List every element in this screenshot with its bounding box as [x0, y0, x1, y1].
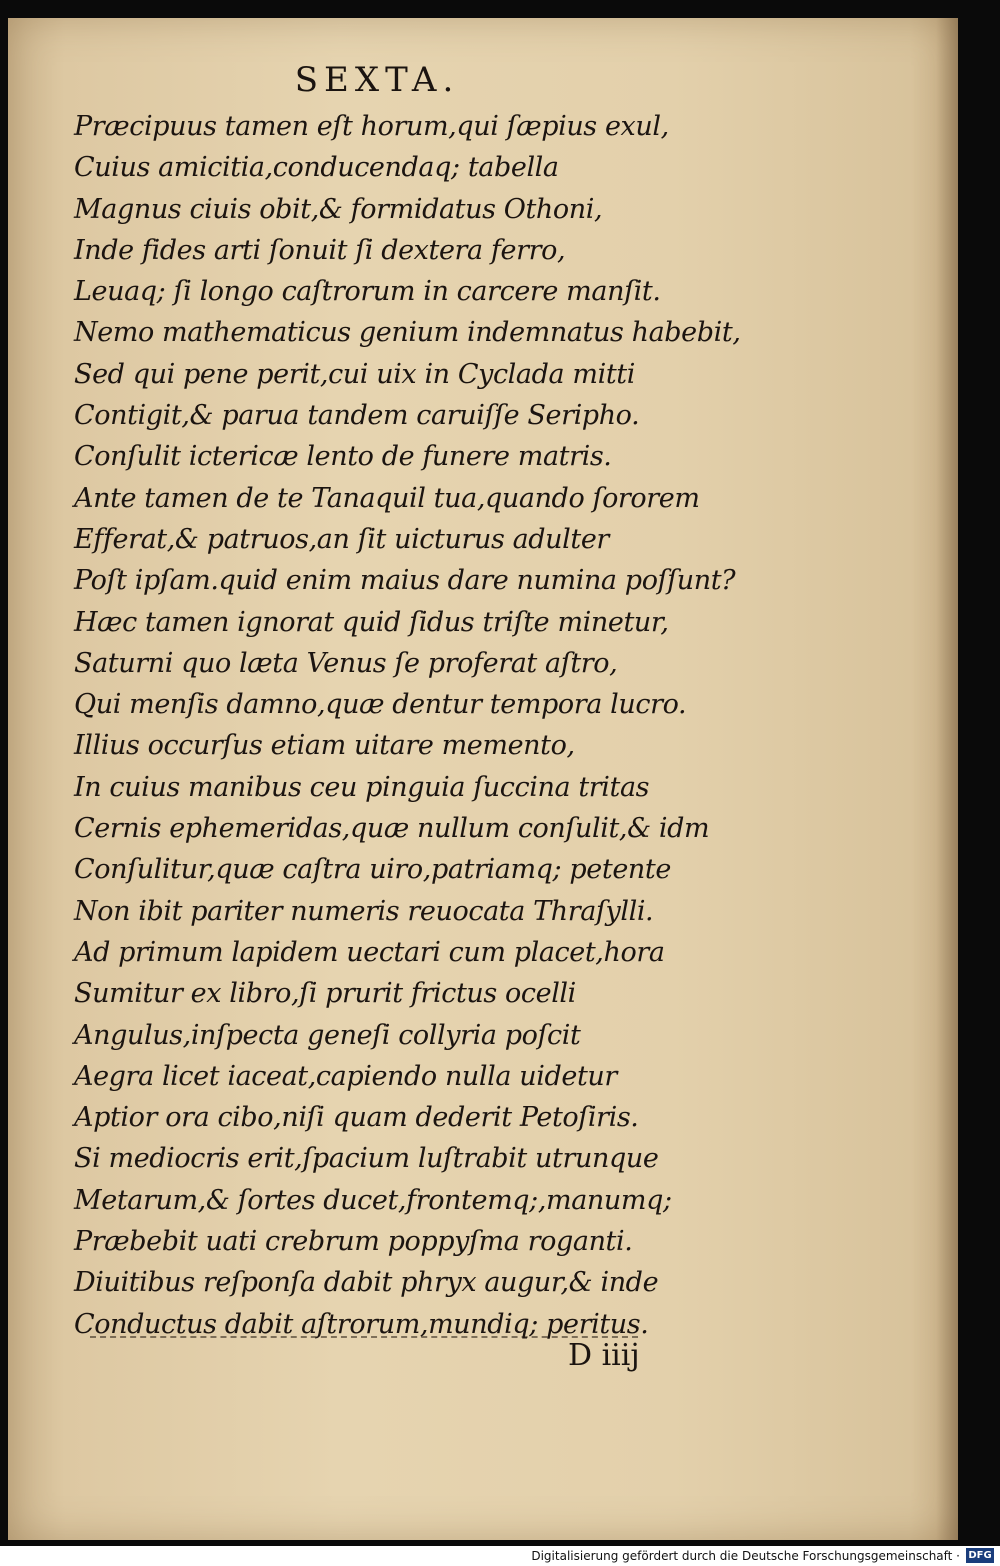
verse-line: Sumitur ex libro,ſi prurit frictus ocelli	[74, 978, 576, 1010]
book-page	[8, 18, 958, 1540]
funding-credit: Digitalisierung gefördert durch die Deutsche Forschungsgemeinschaft ·	[531, 1549, 960, 1563]
verse-line: Nemo mathematicus genium indemnatus habebit,	[74, 317, 741, 349]
verse-line: Sed qui pene perit,cui uix in Cyclada mitti	[74, 358, 635, 390]
verse-line: Inde fides arti ſonuit ſi dextera ferro,	[74, 234, 566, 266]
verse-line: Hæc tamen ignorat quid ſidus triſte minetur,	[74, 606, 669, 638]
verse-line: Si mediocris erit,ſpacium luſtrabit utrunque	[74, 1143, 659, 1175]
verse-line: Non ibit pariter numeris reuocata Thraſylli.	[74, 895, 654, 927]
verse-line: Conſulit ictericæ lento de funere matris.	[74, 441, 612, 473]
verse-line: Qui menſis damno,quæ dentur tempora lucro.	[74, 689, 687, 721]
verse-line: Poſt ipſam.quid enim maius dare numina poſſunt?	[74, 565, 736, 597]
verse-line: Angulus,inſpecta geneſi collyria poſcit	[74, 1019, 581, 1051]
verse-line: Leuaq; ſi longo caſtrorum in carcere manſit.	[74, 276, 661, 308]
dfg-logo: DFG	[966, 1548, 994, 1563]
verse-line: Magnus ciuis obit,& formidatus Othoni,	[74, 193, 603, 225]
verse-line: Præcipuus tamen eſt horum,qui ſæpius exul,	[74, 111, 669, 142]
verse-line: Efferat,& patruos,an ſit uicturus adulter	[74, 523, 609, 555]
verse-line: Cuius amicitia,conducendaq; tabella	[74, 152, 559, 184]
verse-line: Diuitibus reſponſa dabit phryx augur,& inde	[74, 1267, 659, 1299]
verse-line: Conductus dabit aſtrorum,mundiq; peritus.	[74, 1308, 649, 1340]
verse-line: Illius occurſus etiam uitare memento,	[74, 730, 575, 762]
verse-line: Aptior ora cibo,niſi quam dederit Petoſiris.	[74, 1102, 639, 1134]
verse-line: Conſulitur,quæ caſtra uiro,patriamq; petente	[74, 854, 671, 886]
running-head: SEXTA.	[294, 60, 460, 100]
bottom-rule	[90, 1336, 638, 1338]
verse-line: Ad primum lapidem uectari cum placet,hora	[74, 936, 665, 968]
verse-line: Ante tamen de te Tanaquil tua,quando ſororem	[74, 482, 700, 514]
verse-line: Contigit,& parua tandem caruiſſe Seripho.	[74, 400, 640, 432]
verse-line: Præbebit uati crebrum poppyſma roganti.	[74, 1226, 633, 1258]
signature-mark: D iiij	[568, 1338, 640, 1373]
verse-line: Saturni quo læta Venus ſe proferat aſtro,	[74, 647, 618, 679]
verse-block	[74, 106, 834, 1345]
verse-line: Cernis ephemeridas,quæ nullum conſulit,& idm	[74, 813, 710, 845]
verse-line: Metarum,& ſortes ducet,frontemq;,manumq;	[74, 1184, 672, 1216]
verse-line: Aegra licet iaceat,capiendo nulla uidetur	[74, 1060, 617, 1092]
verse-line: In cuius manibus ceu pinguia ſuccina tritas	[74, 771, 650, 803]
